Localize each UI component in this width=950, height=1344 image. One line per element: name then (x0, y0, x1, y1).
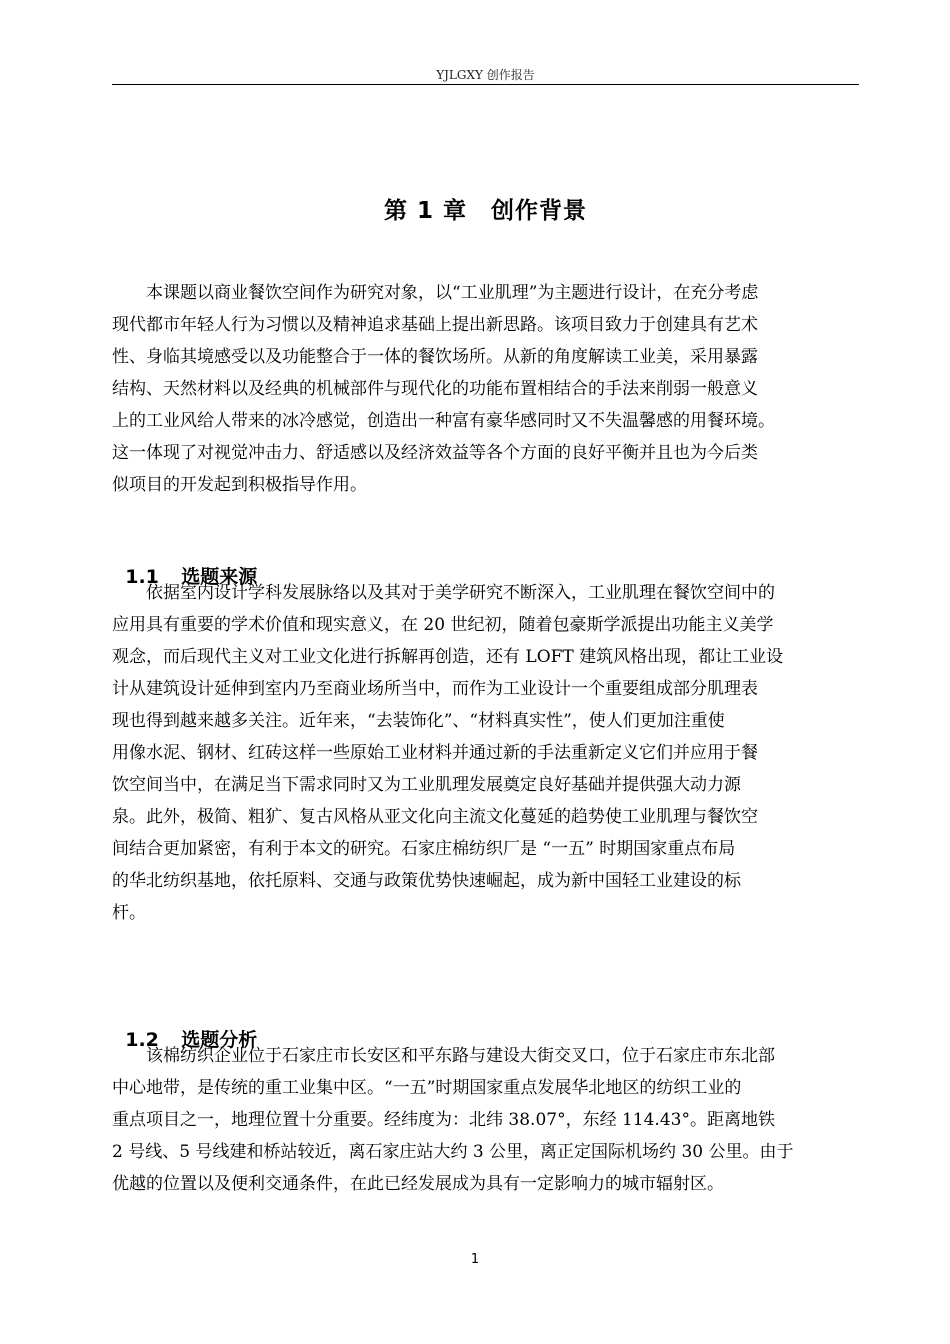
paragraph-line: 观念，而后现代主义对工业文化进行拆解再创造，还有 LOFT 建筑风格出现，都让工业设 (112, 647, 784, 667)
section-title: 选题分析 (181, 1029, 258, 1051)
paragraph-line: 杆。 (112, 903, 146, 923)
section-1-1-paragraph (112, 577, 783, 929)
paragraph-line: 2 号线、5 号线建和桥站较近，离石家庄站大约 3 公里，离正定国际机场约 30 公里。由于 (112, 1142, 794, 1162)
paragraph-line: 应用具有重要的学术价值和现实意义，在 20 世纪初，随着包豪斯学派提出功能主义美学 (112, 615, 774, 635)
section-number: 1.1 (125, 566, 159, 588)
paragraph-line: 用像水泥、钢材、红砖这样一些原始工业材料并通过新的手法重新定义它们并应用于餐 (112, 743, 758, 763)
section-1-2-paragraph (112, 1040, 794, 1200)
paragraph-line: 该棉纺织企业位于石家庄市长安区和平东路与建设大街交叉口，位于石家庄市东北部 (112, 1046, 775, 1066)
paragraph-line: 的华北纺织基地，依托原料、交通与政策优势快速崛起，成为新中国轻工业建设的标 (112, 871, 741, 891)
paragraph-line: 本课题以商业餐饮空间作为研究对象，以“工业肌理”为主题进行设计，在充分考虑 (112, 283, 759, 303)
running-header: YJLGXY 创作报告 (436, 68, 535, 82)
paragraph-line: 似项目的开发起到积极指导作用。 (112, 475, 367, 495)
paragraph-line: 结构、天然材料以及经典的机械部件与现代化的功能布置相结合的手法来削弱一般意义 (112, 379, 758, 399)
paragraph-line: 间结合更加紧密，有利于本文的研究。石家庄棉纺织厂是 “一五” 时期国家重点布局 (112, 839, 736, 859)
paragraph-line: 现代都市年轻人行为习惯以及精神追求基础上提出新思路。该项目致力于创建具有艺术 (112, 315, 758, 335)
paragraph-line: 重点项目之一，地理位置十分重要。经纬度为：北纬 38.07°，东经 114.43°。距离地铁 (112, 1110, 775, 1130)
page-number: 1 (470, 1252, 480, 1267)
paragraph-line: 这一体现了对视觉冲击力、舒适感以及经济效益等各个方面的良好平衡并且也为今后类 (112, 443, 758, 463)
paragraph-line: 泉。此外，极简、粗犷、复古风格从亚文化向主流文化蔓延的趋势使工业肌理与餐饮空 (112, 807, 758, 827)
paragraph-line: 优越的位置以及便利交通条件，在此已经发展成为具有一定影响力的城市辐射区。 (112, 1174, 724, 1194)
chapter-title: 第 1 章 创作背景 (383, 198, 588, 225)
paragraph-line: 中心地带，是传统的重工业集中区。“一五”时期国家重点发展华北地区的纺织工业的 (112, 1078, 742, 1098)
paragraph-line: 性、身临其境感受以及功能整合于一体的餐饮场所。从新的角度解读工业美，采用暴露 (112, 347, 758, 367)
paragraph-line: 现也得到越来越多关注。近年来，“去装饰化”、“材料真实性”，使人们更加注重使 (112, 711, 725, 731)
section-title: 选题来源 (181, 566, 258, 588)
header-rule (112, 84, 859, 85)
paragraph-line: 依据室内设计学科发展脉络以及其对于美学研究不断深入，工业肌理在餐饮空间中的 (112, 583, 775, 603)
paragraph-line: 饮空间当中，在满足当下需求同时又为工业肌理发展奠定良好基础并提供强大动力源 (112, 775, 741, 795)
section-number: 1.2 (125, 1029, 159, 1051)
intro-paragraph (112, 277, 775, 501)
paragraph-line: 上的工业风给人带来的冰冷感觉，创造出一种富有豪华感同时又不失温馨感的用餐环境。 (112, 411, 775, 431)
paragraph-line: 计从建筑设计延伸到室内乃至商业场所当中，而作为工业设计一个重要组成部分肌理表 (112, 679, 758, 699)
